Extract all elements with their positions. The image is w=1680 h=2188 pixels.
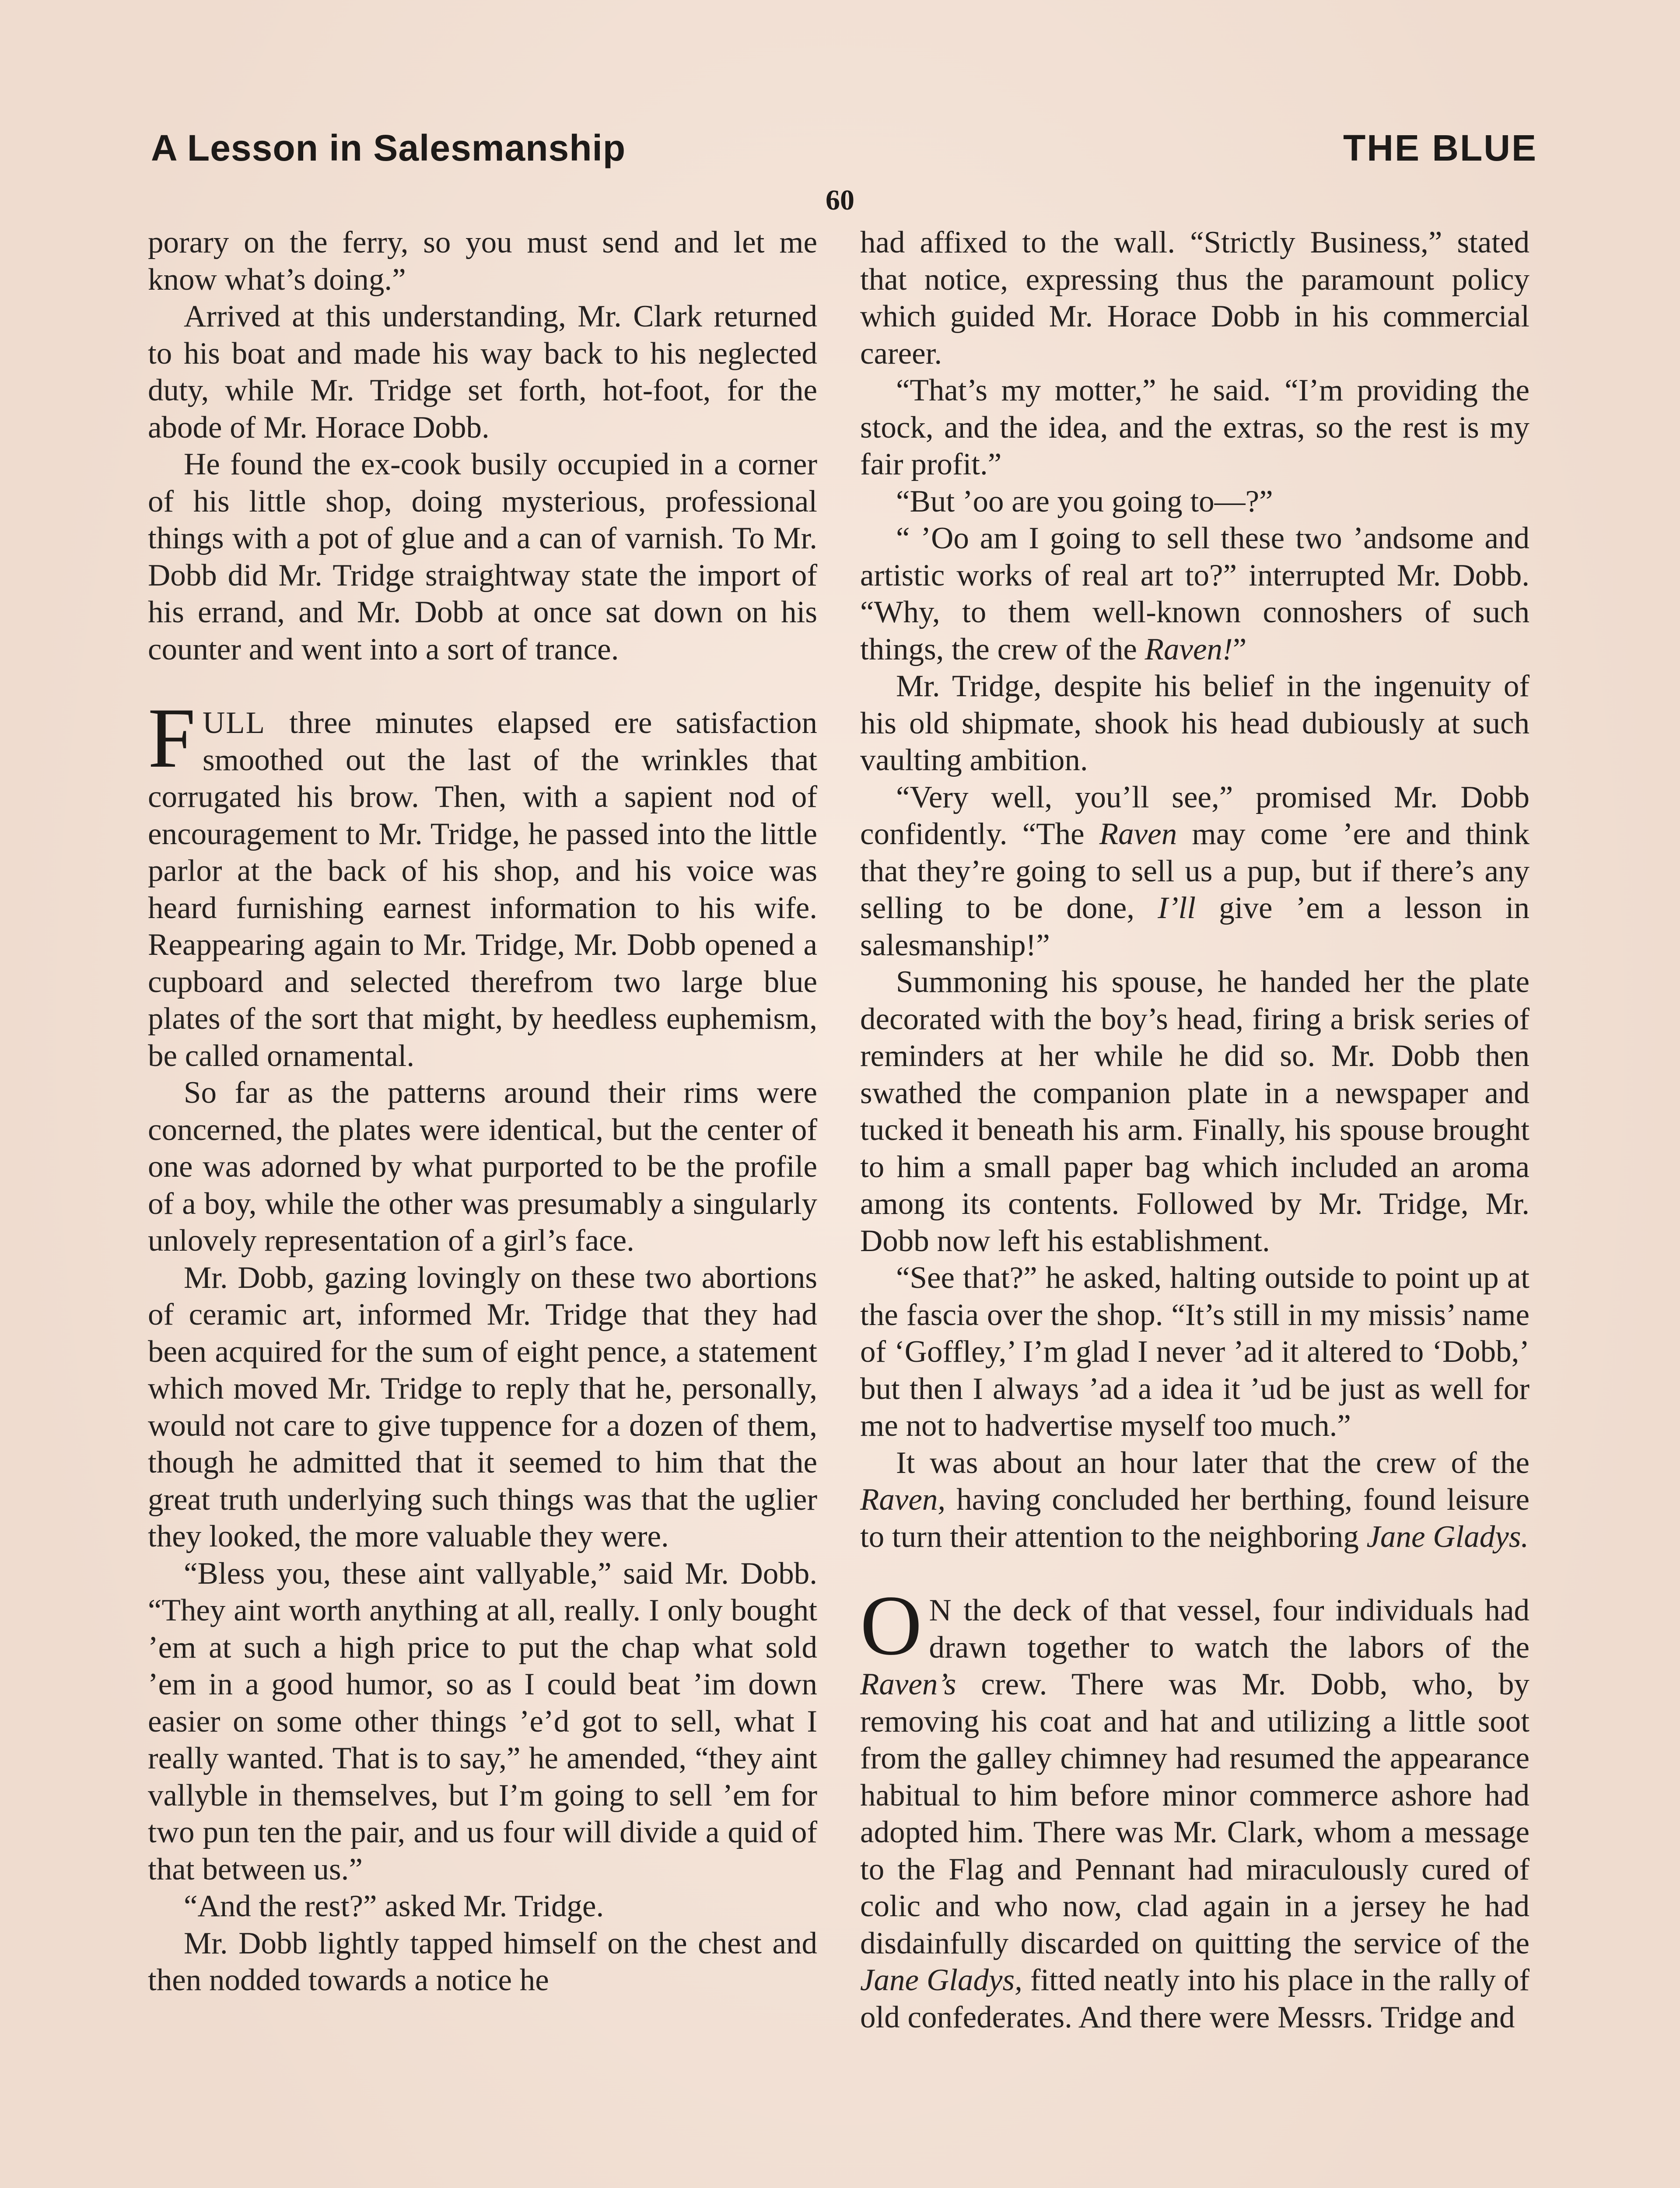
paragraph: So far as the patterns around their rims were concerned, the plates were identical, but the center of one was adorned by what purported to be the profile of a boy, while the other was presumably a singularly unlovely representation of a girl’s face. (148, 1076, 817, 1258)
text-span: crew. There was Mr. Dobb, who, by removing his coat and hat and utilizing a little soot from the galley chimney had resumed the appearance habitual to him before minor commerce ashore had adopted him. There was Mr. Clark, whom a message to the Flag and Pennant had miraculously cured of colic and who now, clad again in a jersey he had disdainfully discarded on quitting the service of the (860, 1667, 1530, 1960)
text-span: “Very well, you’ll see,” promised Mr. Dobb confidently. “The (860, 780, 1530, 851)
magazine-title: THE BLUE (1343, 127, 1537, 168)
paragraph: He found the ex-cook busily occupied in a corner of his little shop, doing mysterious, professional things with a pot of glue and a can of varnish. To Mr. Dobb did Mr. Tridge straightway state the import of his errand, and Mr. Dobb at once sat down on his counter and went into a sort of trance. (148, 447, 817, 666)
paragraph (860, 520, 1530, 668)
ship-name: Jane Gladys, (860, 1963, 1022, 1997)
drop-cap: O (860, 1578, 922, 1673)
text-span: fitted neatly into his place in the rally of old confederates. And there were Messrs. Tridge and (860, 1963, 1530, 2034)
left-column (148, 224, 817, 1999)
text-span: ” (1232, 632, 1247, 666)
text-span: may come ’ere and think that they’re going to sell us a pup, but if there’s any selling to be done, (860, 817, 1530, 925)
page-number: 60 (826, 184, 854, 216)
ship-name: Raven’s (860, 1667, 956, 1701)
small-caps-lead: N (929, 1593, 952, 1627)
paragraph (860, 1445, 1530, 1556)
text-span: It was about an hour later that the crew of the (896, 1445, 1530, 1480)
paragraph-text: three minutes elapsed ere satisfaction smoothed out the last of the wrinkles that corrugated his brow. Then, with a sapient nod of encouragement to Mr. Tridge, he passed into the little parlor at the back of his shop, and his voice was heard furnishing earnest information to his wife. Reappearing again to Mr. Tridge, Mr. Dobb opened a cupboard and selected therefrom two large blue plates of the sort that might, by heedless euphemism, be called ornamental. (148, 706, 817, 1073)
paragraph: “And the rest?” asked Mr. Tridge. (184, 1889, 604, 1923)
paragraph: Arrived at this understanding, Mr. Clark returned to his boat and made his way back to his neglected duty, while Mr. Tridge set forth, hot-foot, for the abode of Mr. Horace Dobb. (148, 299, 817, 445)
section-break (148, 668, 817, 705)
text-span: having concluded her berthing, found leisure to turn their attention to the neighboring (860, 1483, 1530, 1554)
small-caps-lead: ULL (203, 706, 266, 740)
ship-name: Jane Gladys. (1366, 1519, 1529, 1554)
paragraph: Summoning his spouse, he handed her the plate decorated with the boy’s head, firing a brisk series of reminders at her while he did so. Mr. Dobb then swathed the companion plate in a newspaper and tucked it beneath his arm. Finally, his spouse brought to him a small paper bag which included an aroma among its contents. Followed by Mr. Tridge, Mr. Dobb now left his establishment. (860, 965, 1530, 1258)
text-span: “ ’Oo am I going to sell these two ’andsome and artistic works of real art to?” interrupted Mr. Dobb. “Why, to them well-known connoshers of such things, the crew of the (860, 521, 1530, 666)
paragraph: “Bless you, these aint vallyable,” said Mr. Dobb. “They aint worth anything at all, really. I only bought ’em at such a high price to put the chap what sold ’em in a good humor, so as I could beat ’im down easier on some other things ’e’d got to sell, what I really wanted. That is to say,” he amended, “they aint vallyble in themselves, but I’m going to sell ’em for two pun ten the pair, and us four will divide a quid of that between us.” (148, 1556, 817, 1886)
story-title: A Lesson in Salesmanship (151, 127, 626, 168)
text-span: the deck of that vessel, four individuals had drawn together to watch the labors of the (929, 1593, 1530, 1665)
paragraph-dropcap (148, 691, 817, 1074)
paragraph: Mr. Dobb, gazing lovingly on these two abortions of ceramic art, informed Mr. Tridge that they had been acquired for the sum of eight pence, a statement which moved Mr. Tridge to reply that he, personally, would not care to give tuppence for a dozen of them, though he admitted that it seemed to him that the great truth underlying such things was that the uglier they looked, the more valuable they were. (148, 1260, 817, 1553)
emphasis: I’ll (1158, 891, 1196, 925)
paragraph: Mr. Dobb lightly tapped himself on the chest and then nodded towards a notice he (148, 1926, 817, 1997)
paragraph: “But ’oo are you going to—?” (896, 484, 1273, 519)
ship-name: Raven! (1144, 632, 1233, 666)
paragraph: had affixed to the wall. “Strictly Business,” stated that notice, expressing thus the paramount policy which guided Mr. Horace Dobb in his commercial career. (860, 225, 1530, 371)
section-break (860, 1555, 1530, 1592)
paragraph: “That’s my motter,” he said. “I’m providing the stock, and the idea, and the extras, so the rest is my fair profit.” (860, 373, 1530, 481)
paragraph (860, 779, 1530, 964)
paragraph: porary on the ferry, so you must send and let me know what’s doing.” (148, 225, 817, 297)
drop-cap: F (148, 691, 196, 785)
paragraph: “See that?” he asked, halting outside to point up at the fascia over the shop. “It’s still in my missis’ name of ‘Goffley,’ I’m glad I never ’ad it altered to ‘Dobb,’ but then I always ’ad a idea it ’ud be just as well for me not to hadvertise myself too much.” (860, 1261, 1530, 1443)
right-column (860, 224, 1530, 2036)
text-span: give ’em a lesson in salesmanship!” (860, 891, 1530, 962)
ship-name: Raven, (860, 1483, 946, 1517)
paragraph: Mr. Tridge, despite his belief in the ingenuity of his old shipmate, shook his head dubiously at such vaulting ambition. (860, 669, 1530, 777)
paragraph-dropcap (860, 1578, 1530, 2036)
ship-name: Raven (1099, 817, 1177, 851)
